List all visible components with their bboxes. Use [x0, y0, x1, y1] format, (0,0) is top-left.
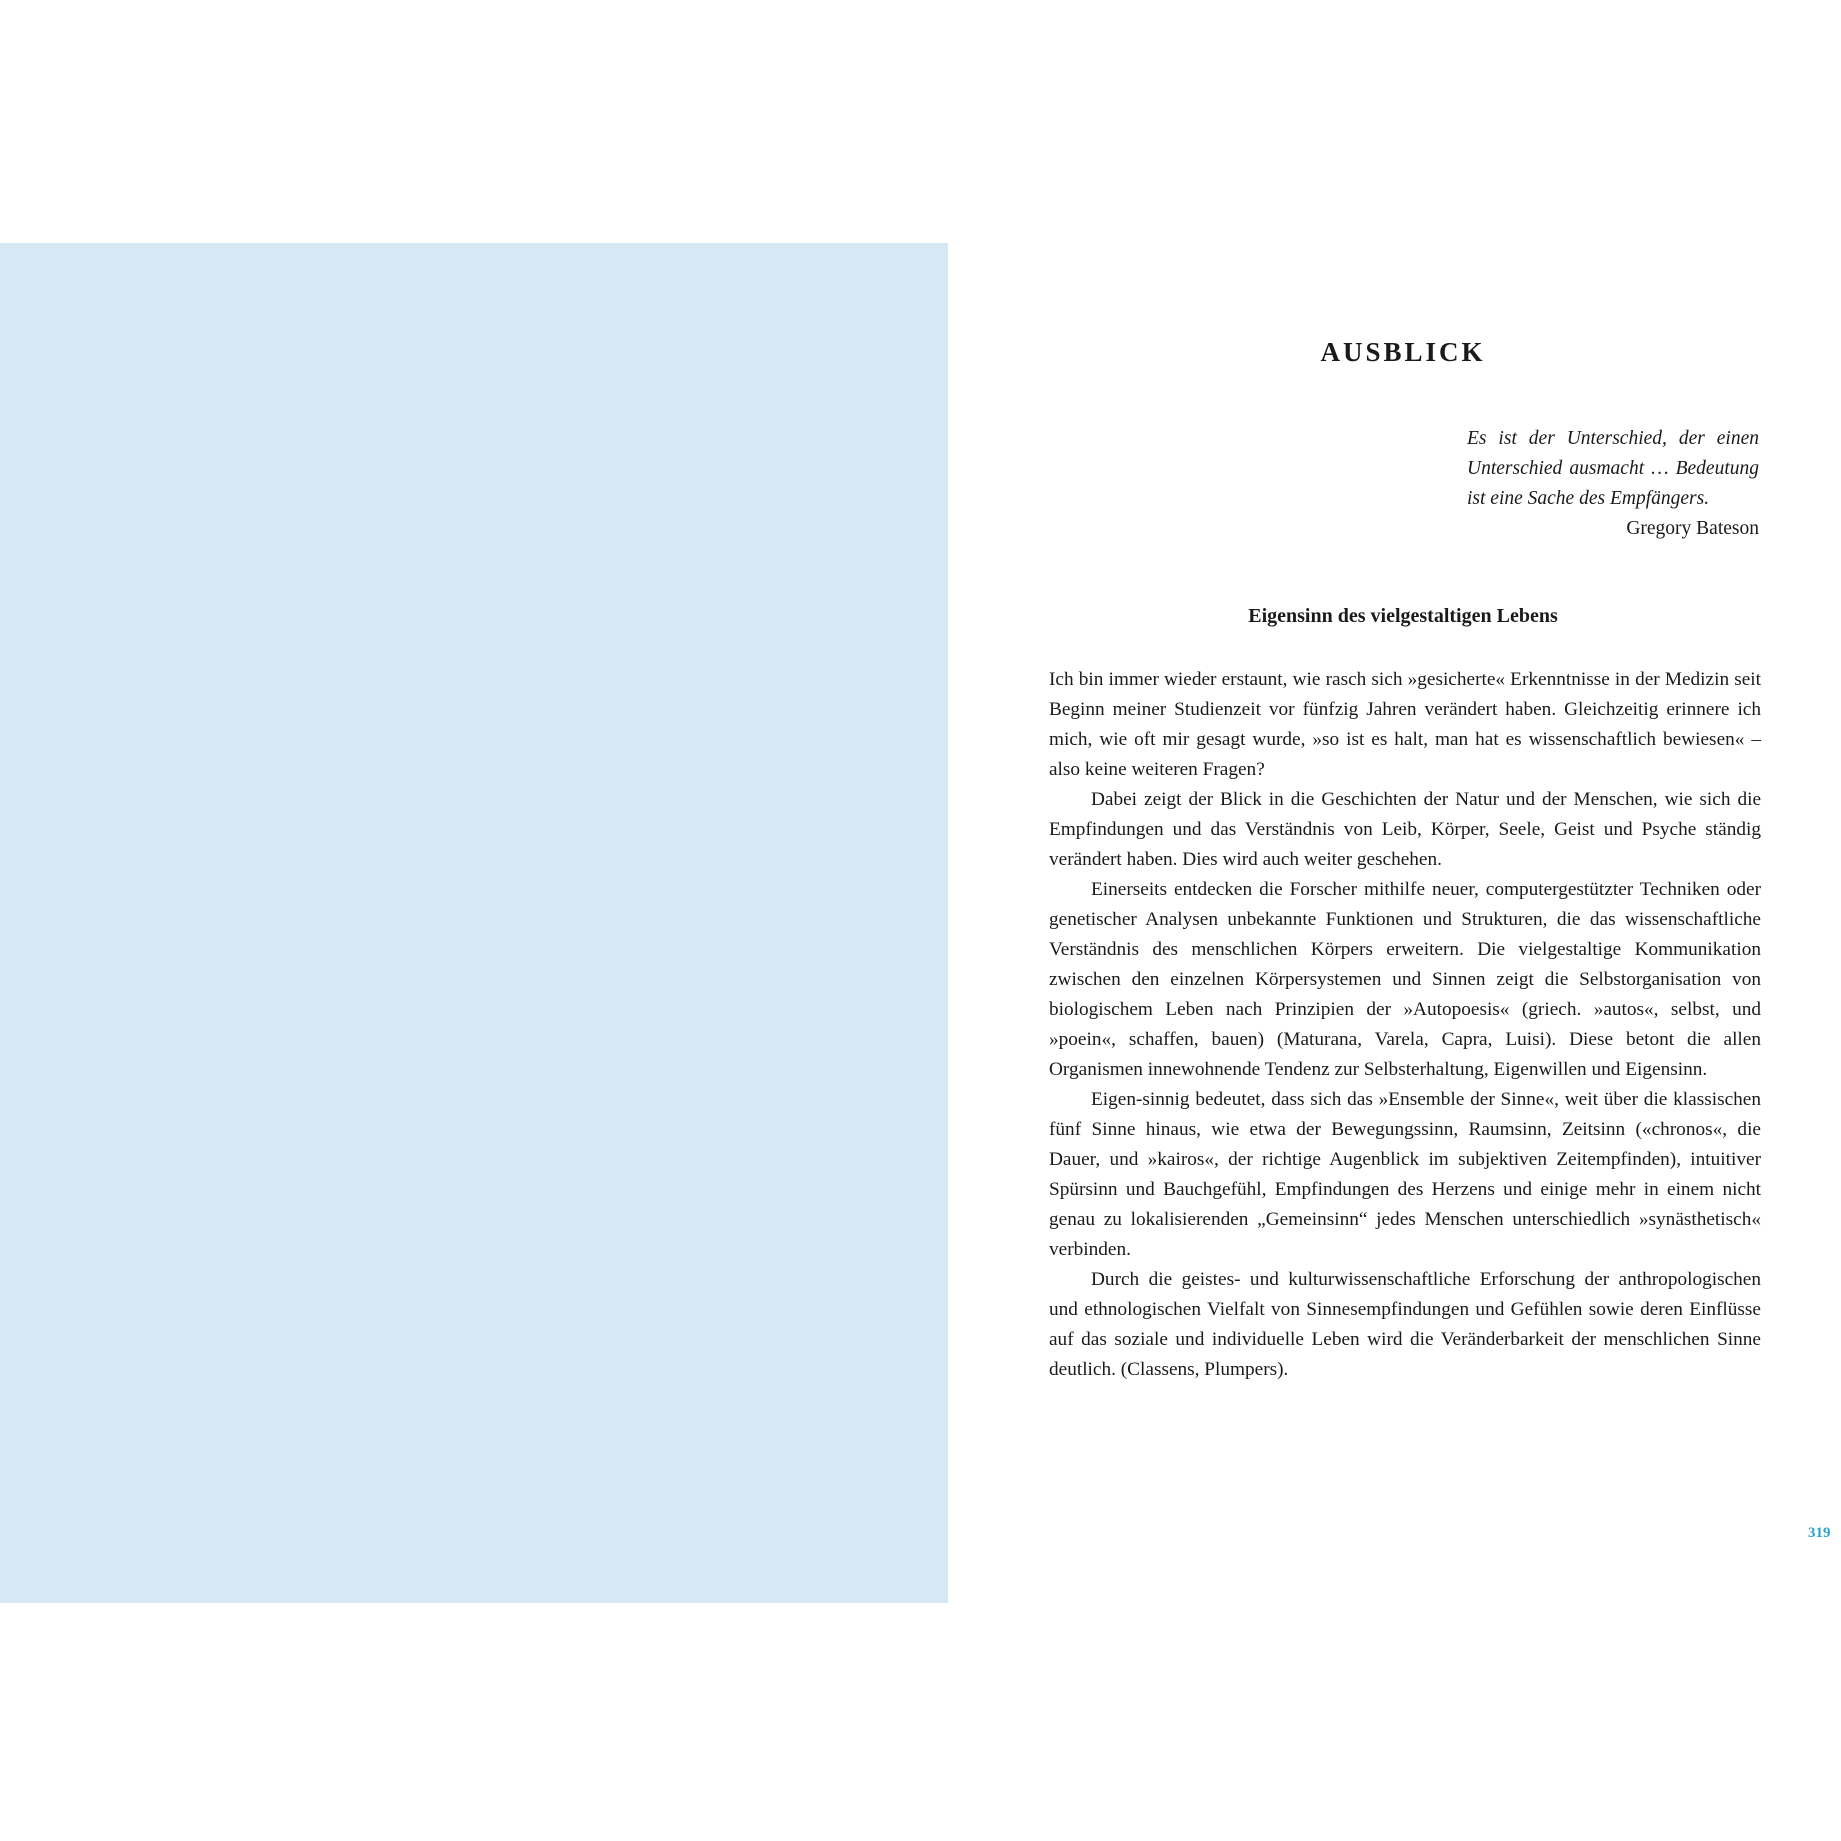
section-heading: Eigensinn des vielgestaltigen Lebens [1248, 605, 1558, 627]
epigraph [1467, 424, 1759, 544]
paragraph: Ich bin immer wieder erstaunt, wie rasch sich »gesicherte« Erkenntnisse in der Medizin seit Beginn meiner Studienzeit vor fünfzig Jahren verändert haben. Gleichzeitig erinnere ich mich, wie oft mir gesagt wurde, »so ist es halt, man hat es wissenschaftlich bewiesen« – also keine weiteren Fragen? [1049, 669, 1761, 780]
right-page [948, 0, 1841, 1841]
body-text [1049, 665, 1761, 1385]
paragraph: Eigen-sinnig bedeutet, dass sich das »Ensemble der Sinne«, weit über die klassischen fünf Sinne hinaus, wie etwa der Bewegungssinn, Raumsinn, Zeitsinn («chronos«, die Dauer, und »kairos«, der richtige Augenblick im subjektiven Zeitempfinden), intuitiver Spürsinn und Bauchgefühl, Empfindungen des Herzens und einige mehr in einem nicht genau zu lokalisierenden „Gemeinsinn“ jedes Menschen unterschiedlich »synästhetisch« verbinden. [1049, 1089, 1761, 1260]
paragraph: Durch die geistes- und kulturwissenschaftliche Erforschung der anthropologischen und ethnologischen Vielfalt von Sinnesempfindungen und Gefühlen sowie deren Einflüsse auf das soziale und individuelle Leben wird die Veränderbarkeit der menschlichen Sinne deutlich. (Classens, Plumpers). [1049, 1269, 1761, 1380]
paragraph: Einerseits entdecken die Forscher mithilfe neuer, computergestützter Techniken oder genetischer Analysen unbekannte Funktionen und Strukturen, die das wissenschaftliche Verständnis des menschlichen Körpers erweitern. Die vielgestaltige Kommunikation zwischen den einzelnen Körpersystemen und Sinnen zeigt die Selbstorganisation von biologischem Leben nach Prinzipien der »Autopoesis« (griech. »autos«, selbst, und »poein«, schaffen, bauen) (Maturana, Varela, Capra, Luisi). Diese betont die allen Organismen innewohnende Tendenz zur Selbsterhaltung, Eigenwillen und Eigensinn. [1049, 879, 1761, 1080]
left-color-panel [0, 243, 948, 1603]
epigraph-author: Gregory Bateson [1626, 518, 1759, 539]
epigraph-text: Es ist der Unterschied, der einen Unterschied ausmacht … Bedeutung ist eine Sache des Empfängers. [1467, 428, 1759, 509]
paragraph: Dabei zeigt der Blick in die Geschichten der Natur und der Menschen, wie sich die Empfindungen und das Verständnis von Leib, Körper, Seele, Geist und Psyche ständig verändert haben. Dies wird auch weiter geschehen. [1049, 789, 1761, 870]
chapter-title: AUSBLICK [1320, 337, 1486, 367]
page-number: 319 [1808, 1525, 1831, 1541]
